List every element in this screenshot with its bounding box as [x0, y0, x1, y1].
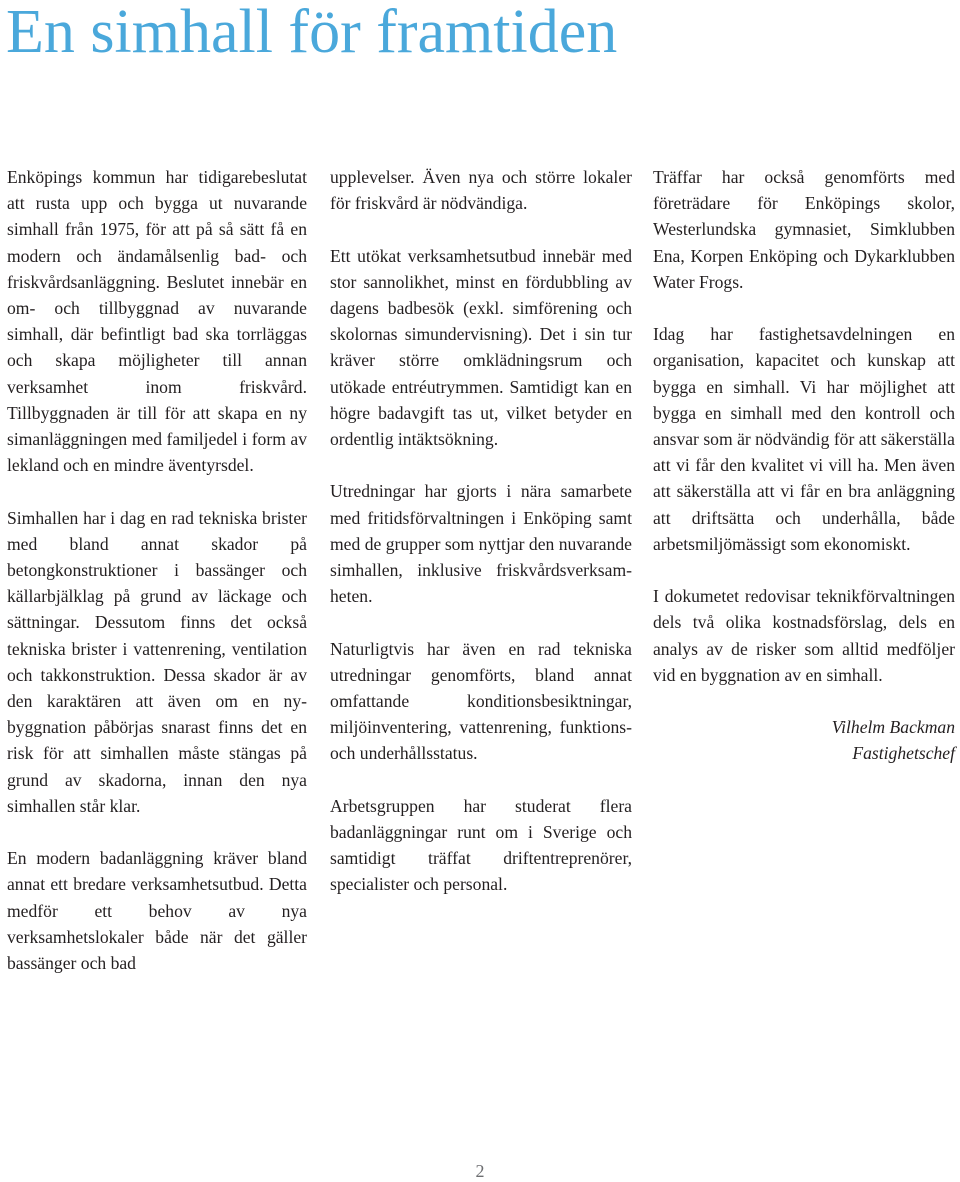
paragraph: En modern badanläggning kräver bland annat ett bredare verksamhetsutbud. Detta medför ett behov av nya verksamhetslokaler både när det gäller bassänger och bad	[7, 848, 307, 974]
paragraph: Enköpings kommun har tidigarebeslutat att rusta upp och bygga ut nuvarande simhall från 1975, för att på så sätt få en modern och ändamålsenlig bad- och friskvårdsanläggning. Beslutet innebär en om- och tillbyggnad av nuvarande simhall, där befintligt bad ska torrläggas och skapa möjligheter till annan verksamhet inom friskvård. Tillbyggnaden är till för att skapa en ny simanläggningen med familjedel i form av lekland och en mindre äventyrsdel.	[7, 167, 307, 476]
paragraph: Simhallen har i dag en rad tekniska brister med bland annat skador på betongkonstruktioner i bassänger och källarbjälklag på grund av läckage och sättningar. Dessutom finns det också tekniska brister i vattenrening, ventilation och takkonstruktion. Dessa skador är av den karaktären att även om en nybyggnation påbörjas snarast finns det en risk för att simhallen måste stängas på grund av skadorna, innan den nya simhallen står klar.	[7, 507, 307, 816]
paragraph: I dokumetet redovisar teknikförvaltningen dels två olika kostnadsförslag, dels en analys av de risker som alltid medföljer vid en byggnation av en simhall.	[653, 586, 955, 685]
paragraph: upplevelser. Även nya och större lokaler för friskvård är nödvändiga.	[330, 167, 632, 214]
signature-name: Vilhelm Backman	[831, 717, 955, 738]
paragraph: Idag har fastighetsavdelningen en organisation, kapacitet och kunskap att bygga en simhall. Vi har möjlighet att bygga en simhall med den kontroll och ansvar som är nödvändig för att säkerställa att vi får den kvalitet vi vill ha. Men även att säkerställa att vi får en bra anläggning att driftsätta och underhålla, både arbetsmiljömässigt som ekonomiskt.	[653, 324, 955, 554]
paragraph: Träffar har också genomförts med företrädare för Enköpings skolor, Westerlundska gymnasiet, Simklubben Ena, Korpen Enköping och Dykarklubben Water Frogs.	[653, 167, 955, 292]
paragraph: Utredningar har gjorts i nära samarbete med fritidsförvaltningen i Enköping samt med de grupper som nyttjar den nuvarande simhallen, inklusive friskvårdsverksamheten.	[330, 481, 632, 607]
page-title: En simhall för framtiden	[6, 0, 618, 66]
signature-role: Fastighetschef	[852, 743, 955, 764]
page-number: 2	[475, 1161, 485, 1181]
signature	[653, 714, 955, 766]
paragraph: Ett utökat verksamhetsutbud innebär med stor sannolikhet, minst en fördubbling av dagens badbesök (exkl. simförening och skolornas simundervisning). Det i sin tur kräver större omklädningsrum och utökade entréutrymmen. Samtidigt kan en högre badavgift tas ut, vilket betyder en ordentlig intäktsökning.	[330, 245, 632, 450]
text-column-2	[330, 164, 632, 898]
paragraph: Naturligtvis har även en rad tekniska utredningar genomförts, bland annat omfattande konditionsbesiktningar, miljöinventering, vattenrening, funktions- och underhållsstatus.	[330, 638, 632, 764]
text-column-1	[7, 164, 307, 976]
paragraph: Arbetsgruppen har studerat flera badanläggningar runt om i Sverige och samtidigt träffat driftentreprenörer, specialister och personal.	[330, 795, 632, 895]
text-column-3	[653, 164, 955, 767]
